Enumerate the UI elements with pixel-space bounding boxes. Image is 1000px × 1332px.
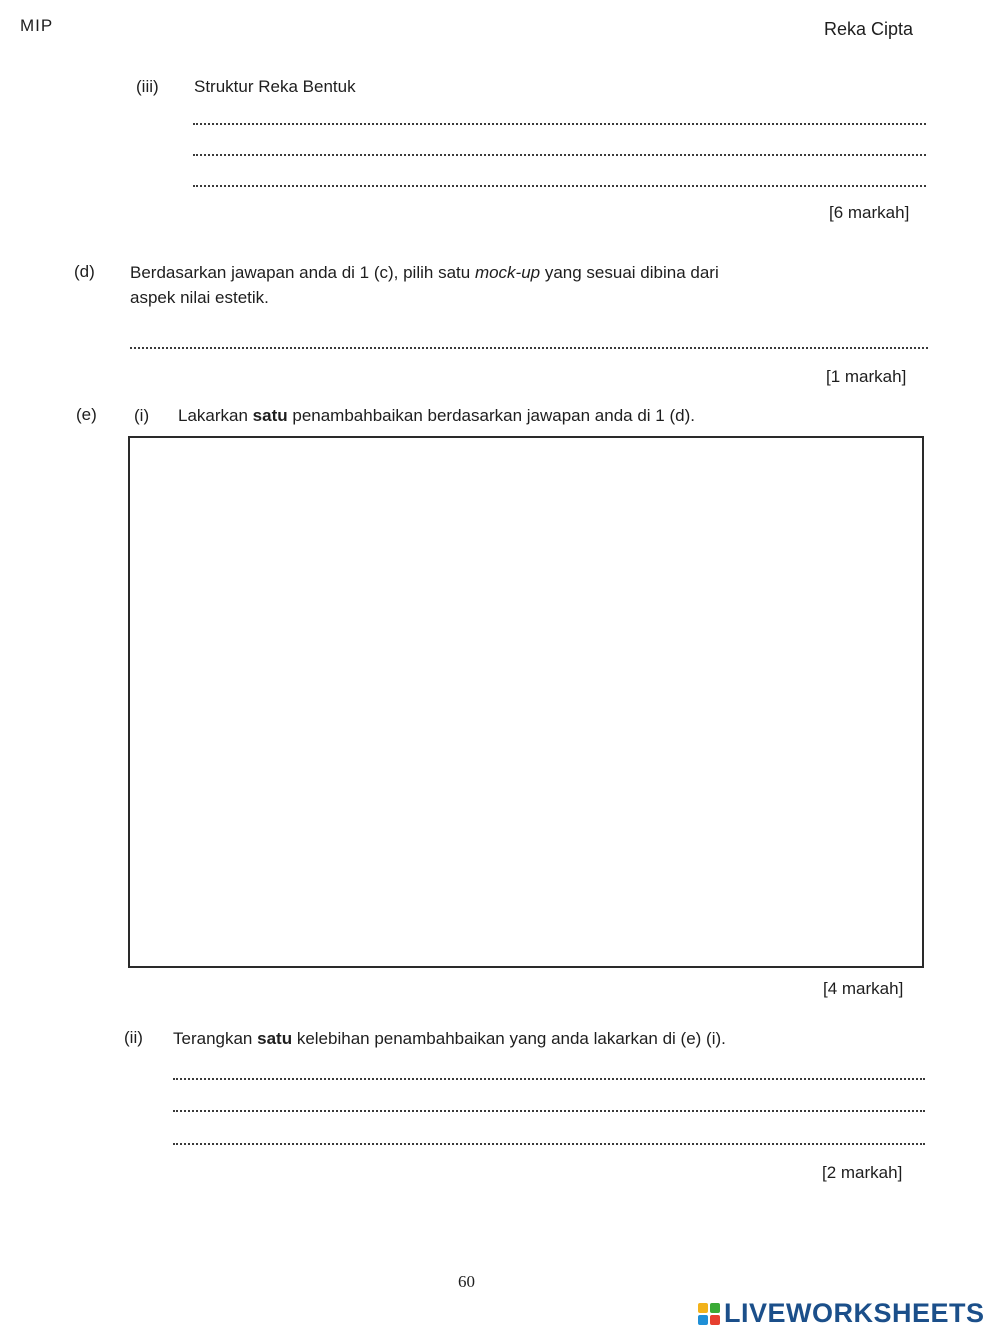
liveworksheets-logo-icon	[698, 1303, 720, 1325]
question-e-label: (e)	[76, 405, 97, 424]
logo-square	[698, 1303, 708, 1313]
marks-e-i: [4 markah]	[823, 979, 904, 998]
question-d-text-line1	[130, 263, 719, 283]
mock-up-italic: mock-up	[474, 263, 541, 282]
sketch-area[interactable]	[128, 436, 924, 968]
satu-bold: satu	[257, 1029, 293, 1048]
logo-square	[710, 1315, 720, 1325]
question-c-iii-text: Struktur Reka Bentuk	[194, 77, 356, 96]
question-d-label: (d)	[74, 262, 95, 281]
marks-d: [1 markah]	[826, 367, 907, 386]
question-d-text-part: Berdasarkan jawapan anda di 1 (c), pilih satu	[130, 263, 475, 282]
answer-line[interactable]	[173, 1110, 925, 1112]
question-e-i-text-part: penambahbaikan berdasarkan jawapan anda di 1 (d).	[287, 406, 695, 425]
question-d-text-line2: aspek nilai estetik.	[130, 288, 269, 307]
question-e-i-text-part: Lakarkan	[178, 406, 253, 425]
question-e-ii-label: (ii)	[124, 1028, 143, 1047]
question-c-iii-label: (iii)	[136, 77, 159, 96]
page-number: 60	[458, 1272, 475, 1291]
answer-line[interactable]	[193, 123, 926, 125]
answer-line[interactable]	[173, 1078, 925, 1080]
question-e-i-label: (i)	[134, 406, 150, 425]
marks-e-ii: [2 markah]	[822, 1163, 903, 1182]
header-right: Reka Cipta	[824, 19, 914, 39]
logo-square	[698, 1315, 708, 1325]
marks-c-iii: [6 markah]	[829, 203, 910, 222]
question-e-ii-text-part: kelebihan penambahbaikan yang anda lakarkan di (e) (i).	[292, 1029, 726, 1048]
question-d-text-part: yang sesuai dibina dari	[540, 263, 719, 282]
satu-bold: satu	[252, 406, 288, 425]
answer-line[interactable]	[193, 154, 926, 156]
question-e-ii-text	[173, 1029, 726, 1049]
answer-line[interactable]	[130, 347, 928, 349]
logo-square	[710, 1303, 720, 1313]
liveworksheets-logo-text: LIVEWORKSHEETS	[724, 1298, 985, 1328]
answer-line[interactable]	[173, 1143, 925, 1145]
answer-line[interactable]	[193, 185, 926, 187]
question-e-ii-text-part: Terangkan	[173, 1029, 258, 1048]
header-left: MIP	[20, 16, 54, 35]
question-e-i-text	[178, 406, 695, 426]
liveworksheets-logo	[698, 1298, 985, 1329]
